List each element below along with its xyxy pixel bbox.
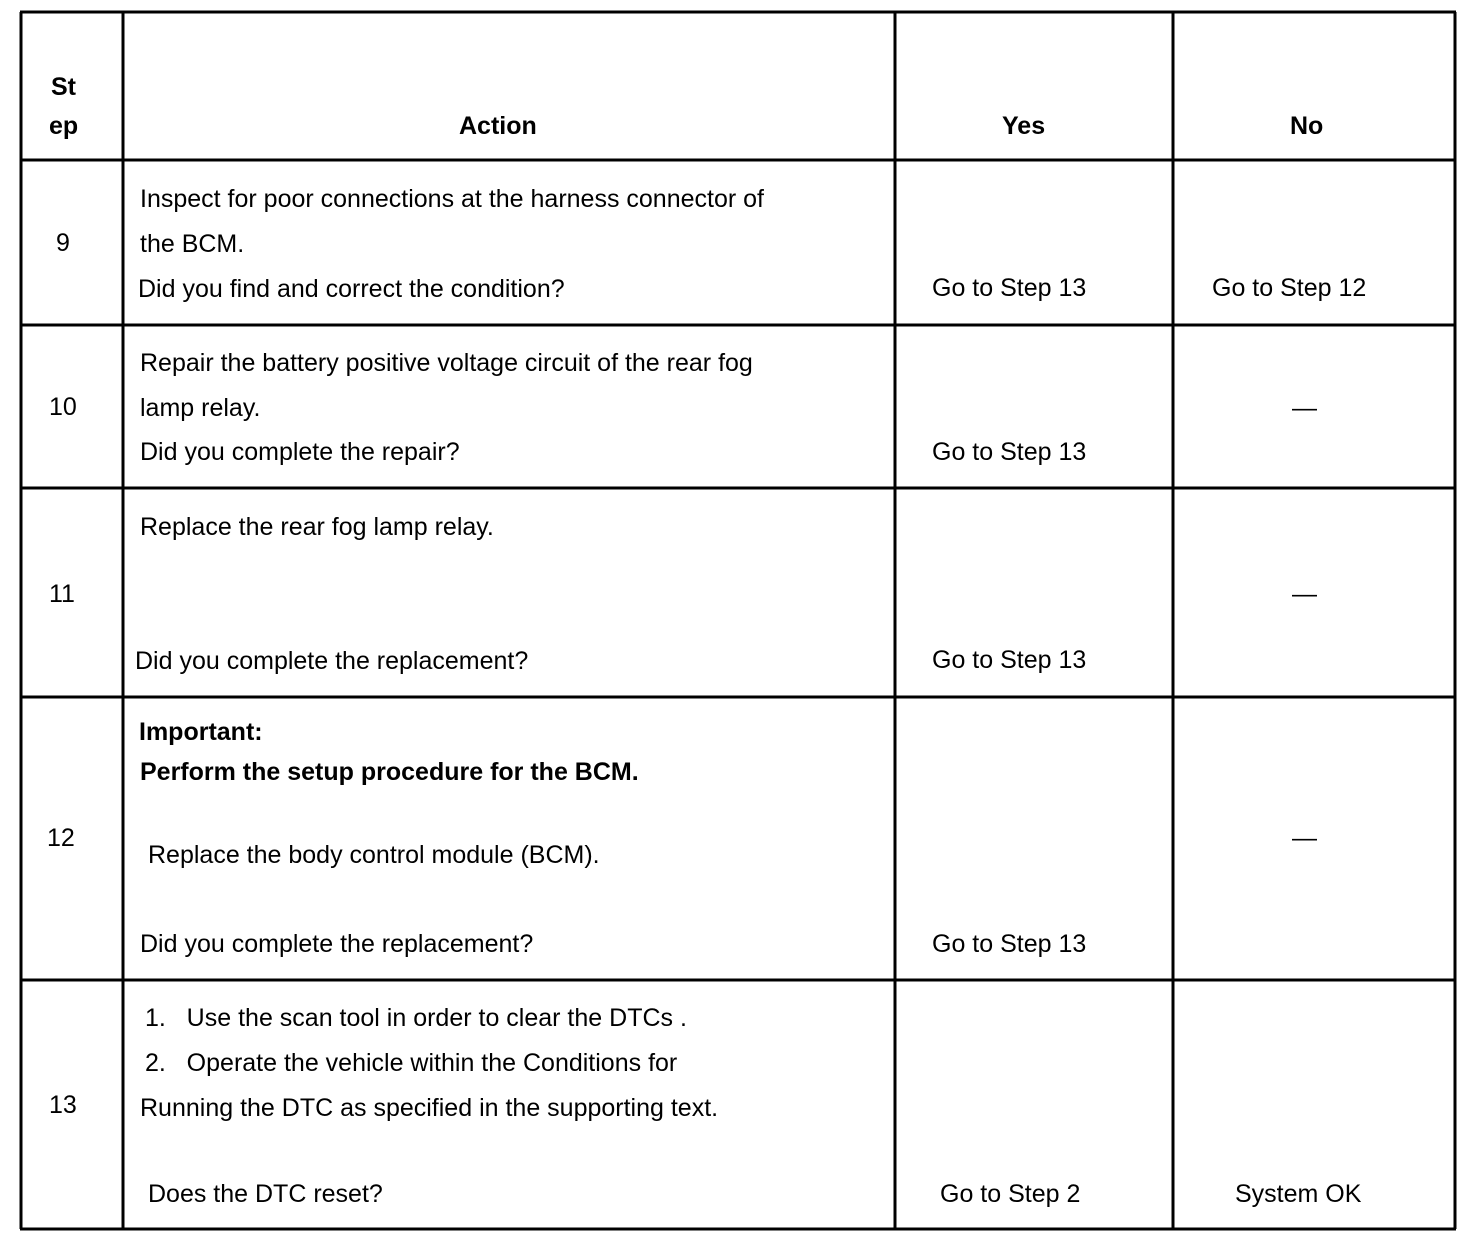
- action-question: Did you find and correct the condition?: [138, 275, 565, 303]
- action-text: lamp relay.: [140, 394, 261, 422]
- action-text: Running the DTC as specified in the supporting text.: [140, 1094, 719, 1122]
- yes-result: Go to Step 13: [932, 646, 1087, 674]
- no-result: Go to Step 12: [1212, 274, 1367, 302]
- yes-result: Go to Step 13: [932, 274, 1087, 302]
- action-text: Replace the body control module (BCM).: [148, 841, 600, 869]
- action-text: the BCM.: [140, 230, 245, 258]
- action-question: Did you complete the replacement?: [140, 930, 534, 958]
- step-number: 12: [47, 824, 75, 852]
- action-text: Inspect for poor connections at the harness connector of: [140, 185, 764, 213]
- yes-result: Go to Step 13: [932, 438, 1087, 466]
- action-text: Replace the rear fog lamp relay.: [140, 513, 494, 541]
- important-label: Important:: [139, 718, 263, 746]
- step-number: 13: [49, 1091, 77, 1119]
- step-number: 10: [49, 393, 77, 421]
- action-list-item: 1. Use the scan tool in order to clear the DTCs .: [145, 1004, 687, 1032]
- yes-result: Go to Step 2: [940, 1180, 1081, 1208]
- step-number: 9: [56, 229, 70, 257]
- no-result: System OK: [1235, 1180, 1362, 1208]
- header-yes: Yes: [1002, 112, 1046, 140]
- header-step-line-2: ep: [49, 112, 79, 140]
- header-no: No: [1290, 112, 1324, 140]
- yes-result: Go to Step 13: [932, 930, 1087, 958]
- header-step-line-1: St: [51, 73, 76, 101]
- no-result: —: [1292, 824, 1317, 852]
- action-question: Does the DTC reset?: [148, 1180, 383, 1208]
- action-list-item: 2. Operate the vehicle within the Conditions for: [145, 1049, 678, 1077]
- step-number: 11: [49, 580, 75, 608]
- action-question: Did you complete the repair?: [140, 438, 460, 466]
- no-result: —: [1292, 580, 1317, 608]
- action-text: Repair the battery positive voltage circuit of the rear fog: [140, 349, 753, 377]
- important-text: Perform the setup procedure for the BCM.: [140, 758, 639, 786]
- no-result: —: [1292, 394, 1317, 422]
- action-question: Did you complete the replacement?: [135, 647, 529, 675]
- header-action: Action: [459, 112, 537, 140]
